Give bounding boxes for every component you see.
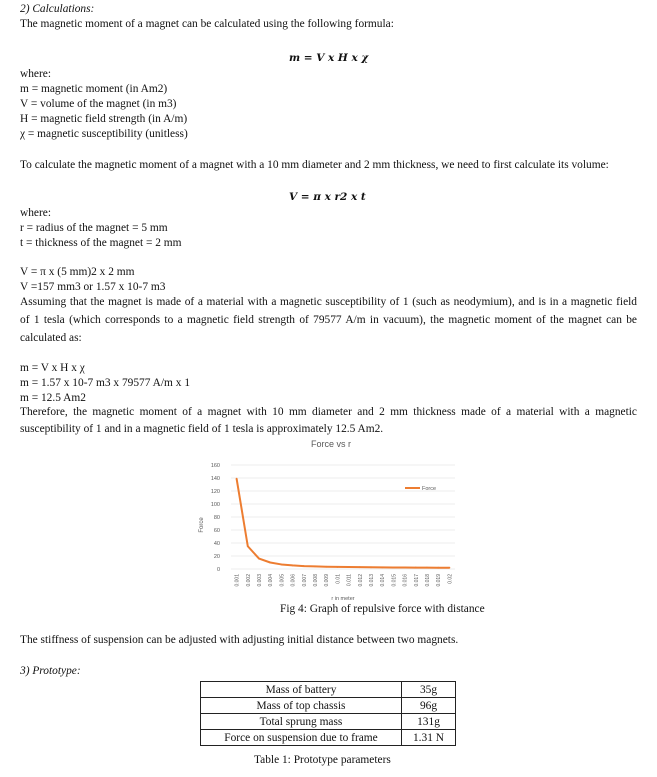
y-tick-label: 120: [210, 489, 220, 495]
definition-line: H = magnetic field strength (in A/m): [20, 113, 188, 125]
force-vs-r-chart: [193, 437, 469, 605]
prototype-parameters-table: [200, 681, 456, 746]
paragraph-line: of 1 tesla (which corresponds to a magnetic field strength of 79577 A/m in vacuum), the magnetic moment of the magnet can be: [20, 314, 637, 326]
x-tick-label: 0.009: [324, 574, 331, 587]
section-heading-prototype: 3) Prototype:: [20, 665, 81, 677]
y-tick-label: 80: [213, 515, 220, 521]
table-cell-value: 1.31 N: [402, 730, 456, 746]
calc-line: m = 12.5 Am2: [20, 392, 86, 404]
gridlines: [231, 465, 455, 569]
x-tick-label: 0.017: [413, 574, 420, 587]
x-tick-label: 0.012: [357, 574, 364, 587]
table-row: [201, 682, 456, 698]
y-tick-label: 160: [210, 463, 220, 469]
stiffness-note: The stiffness of suspension can be adjusted with adjusting initial distance between two magnets.: [20, 634, 459, 646]
definition-line: χ = magnetic susceptibility (unitless): [20, 128, 188, 140]
table-caption: Table 1: Prototype parameters: [254, 754, 391, 766]
data-point: [404, 567, 406, 569]
x-axis-label: r in meter: [331, 596, 355, 602]
x-tick-label: 0.014: [380, 574, 387, 587]
x-tick-label: 0.002: [245, 574, 252, 587]
data-point: [381, 566, 383, 568]
x-tick-label: 0.004: [268, 574, 275, 587]
x-tick-labels: [235, 574, 454, 587]
y-tick-label: 0: [216, 567, 220, 573]
data-point: [449, 567, 451, 569]
data-point: [292, 565, 294, 567]
x-tick-label: 0.013: [369, 574, 375, 587]
x-tick-label: 0.001: [234, 574, 241, 587]
paragraph-line: susceptibility of 1 and in a magnetic field of 1 tesla is approximately 12.5 Am2.: [20, 423, 384, 435]
volume-intro: To calculate the magnetic moment of a magnet with a 10 mm diameter and 2 mm thickness, we need to first calculate its volume:: [20, 159, 609, 171]
data-point: [236, 478, 238, 480]
x-tick-label: 0.006: [290, 574, 297, 587]
y-tick-label: 20: [213, 554, 220, 560]
table-cell-value: 96g: [402, 698, 456, 714]
y-tick-label: 140: [210, 476, 220, 482]
data-point: [337, 566, 339, 568]
definition-line: r = radius of the magnet = 5 mm: [20, 222, 168, 234]
paragraph-line: Therefore, the magnetic moment of a magnet with 10 mm diameter and 2 mm thickness made of a material with a magnetic: [20, 406, 637, 418]
data-point: [269, 562, 271, 564]
table-cell-label: Total sprung mass: [201, 714, 402, 730]
y-tick-label: 40: [213, 541, 220, 547]
definition-line: V = volume of the magnet (in m3): [20, 98, 177, 110]
table-row: [201, 698, 456, 714]
y-tick-label: 100: [210, 502, 220, 508]
x-tick-label: 0.007: [301, 574, 308, 587]
where-label: where:: [20, 68, 51, 80]
x-tick-label: 0.019: [436, 574, 443, 587]
force-series-points: [236, 478, 451, 569]
paragraph-line: calculated as:: [20, 332, 82, 344]
formula-intro: The magnetic moment of a magnet can be calculated using the following formula:: [20, 18, 394, 30]
legend-label: Force: [422, 486, 437, 492]
data-point: [258, 558, 260, 560]
y-tick-label: 60: [213, 528, 220, 534]
data-point: [303, 565, 305, 567]
where-label: where:: [20, 207, 51, 219]
x-tick-label: 0.01: [335, 574, 342, 584]
calc-line: V = π x (5 mm)2 x 2 mm: [20, 266, 135, 278]
table-cell-label: Force on suspension due to frame: [201, 730, 402, 746]
chart-title: Force vs r: [310, 439, 352, 449]
data-point: [415, 567, 417, 569]
x-tick-label: 0.008: [313, 574, 319, 587]
y-axis-label: Force: [199, 517, 205, 533]
table-row: [201, 714, 456, 730]
calc-line: V =157 mm3 or 1.57 x 10-7 m3: [20, 281, 166, 293]
calc-line: m = V x H x χ: [20, 362, 85, 374]
moment-formula: m = V x H x χ: [289, 52, 369, 64]
data-point: [426, 567, 428, 569]
x-tick-label: 0.02: [447, 574, 454, 584]
definition-line: t = thickness of the magnet = 2 mm: [20, 237, 182, 249]
y-tick-labels: [211, 463, 220, 573]
data-point: [247, 545, 249, 547]
x-tick-label: 0.018: [425, 574, 431, 587]
table-cell-label: Mass of battery: [201, 682, 402, 698]
x-tick-label: 0.015: [391, 574, 398, 587]
paragraph-line: Assuming that the magnet is made of a material with a magnetic susceptibility of 1 (such as neodymium), and is in a magnetic field: [20, 296, 637, 308]
table-cell-label: Mass of top chassis: [201, 698, 402, 714]
data-point: [370, 566, 372, 568]
calc-line: m = 1.57 x 10-7 m3 x 79577 A/m x 1: [20, 377, 191, 389]
x-tick-label: 0.005: [279, 574, 286, 587]
definition-line: m = magnetic moment (in Am2): [20, 83, 168, 95]
table-row: [201, 730, 456, 746]
data-point: [393, 567, 395, 569]
data-point: [437, 567, 439, 569]
data-point: [281, 564, 283, 566]
force-series-line: [237, 479, 450, 568]
data-point: [359, 566, 361, 568]
data-point: [325, 566, 327, 568]
section-heading-calculations: 2) Calculations:: [20, 3, 95, 15]
x-tick-label: 0.003: [257, 574, 263, 587]
data-point: [348, 566, 350, 568]
x-tick-label: 0.016: [402, 574, 409, 587]
volume-formula: V = π x r2 x t: [289, 191, 366, 203]
x-tick-label: 0.011: [346, 574, 353, 587]
figure-caption: Fig 4: Graph of repulsive force with distance: [280, 603, 485, 615]
data-point: [314, 566, 316, 568]
table-cell-value: 131g: [402, 714, 456, 730]
table-cell-value: 35g: [402, 682, 456, 698]
